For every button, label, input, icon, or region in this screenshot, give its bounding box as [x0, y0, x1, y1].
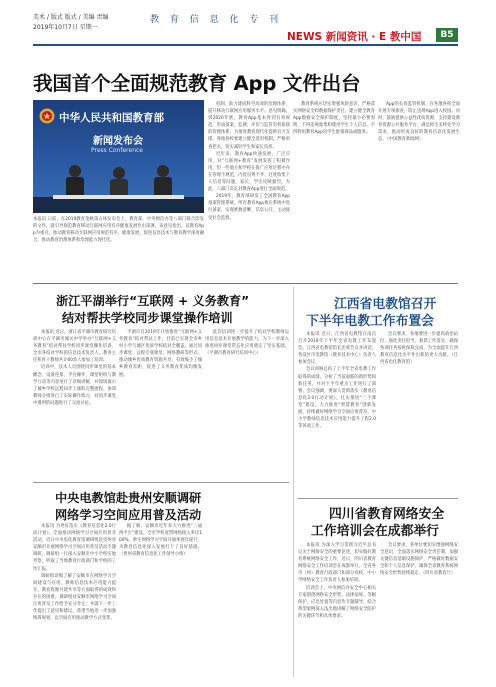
jiangxi-col-2	[380, 331, 458, 494]
sichuan-col-2	[380, 542, 458, 677]
photo-banner-english: Press Conference	[91, 147, 143, 154]
anshun-headline-2: 网络学习空间应用普及活动	[55, 508, 202, 522]
pinghu-paragraph: 此次培训进一步提升了结对学校教师运用信息技术开展教学的能力，为下一步深入推进同步课堂常态化应用奠定了坚实基础。（平湖市教育研究培训中心）	[205, 330, 289, 357]
pinghu-col-1	[33, 329, 116, 478]
column-divider	[293, 287, 294, 677]
pinghu-paragraph: 本报讯 近日，浙江省平湖市教育研究培训中心在平湖市城关中学举办“互联网+义务教育”结对帮扶学校同步课堂操作培训，全市各结对学校的信息技术负责人、教务主任和骨干教师共计60余人参加了培训。	[33, 330, 116, 364]
pinghu-paragraph: 平湖市自2019年开始推进“互联网+义务教育”结对帮扶工作，目前已实现全市乡村小学与城区优质学校结对全覆盖。通过同步课堂、远程专递课堂、网络教研等形式，推动城乡优质教育资源共享，有效缩小了城乡教育差距，促进了义务教育优质均衡发展。	[119, 330, 202, 378]
photo-banner-title: 新闻发布会	[93, 136, 143, 147]
sichuan-col-1	[298, 542, 376, 677]
page-number-badge: B5	[436, 28, 458, 42]
lead-col-2	[208, 101, 290, 277]
issue-date: 2019年10月7日 星期一	[33, 24, 98, 31]
lead-paragraph: 本报讯 日前，在2019教育金秋第五场发布会上，教育部、中央网信办等八部门联合印发的文件，就引导规范教育移动互联网应用有序健康发展作出部署。该意见指出，以教育App为重点，推动教育移动互联网应用规范有序、健康发展，促进信息技术与教育教学深度融合，推动教育治理体系和治理能力现代化。	[33, 217, 204, 244]
lead-paragraph: 机制，助力建成科学高效的治理体系，提升移动互联网应用服务水平。意见明确，到2020年底，教育App基本得到有效规范，形成备案、监测、评价与监管有机衔接的管理体系，为推进教育现代化提供有力支撑。各地各校要建立健全选用机制，严格审查把关，切实减轻学生和家长负担。	[208, 102, 290, 150]
masthead-slogan: 教 育 信 息 化 专 刊	[150, 15, 283, 25]
anshun-col-2	[119, 523, 202, 677]
masthead-info: 美术 / 版式 版式 / 美编 责编	[33, 14, 109, 21]
anshun-col-3	[205, 523, 289, 677]
anshun-paragraph: 调研组详细了解了安顺市在网络学习空间建设与应用、教师信息技术应用能力提升、教育资源共建共享等方面取得的成效和存在的困难。调研组对安顺市网络学习空间应用普及工作给予充分肯定，并就下一步工作提出了意见和建议，希望当地进一步加强统筹规划，以空间应用推动教学方式变革。	[33, 573, 116, 622]
lead-col-3	[293, 101, 375, 277]
jiangxi-headline-2: 下半年电教工作布置会	[306, 314, 434, 329]
jiangxi-paragraph: 本报讯 近日，江西省电教馆在南昌召开2019年下半年全省电教工作布置会。江西省电教馆馆长出席会议并讲话，各设区市电教馆（教育技术中心）负责人参加会议。	[298, 332, 376, 366]
sichuan-headline-1: 四川省教育网络安全	[329, 507, 445, 522]
anshun-paragraph: 本报讯 为更好落实《教育信息化2.0行动计划》，全面推动网络学习空间应用普及活动，近日中央电化教育馆调研组赴贵州省安顺市开展网络学习空间应用普及活动专题调研。调研组一行深入安顺市中小学校实地考察，听取了当地教育行政部门和学校的工作汇报。	[33, 524, 116, 572]
pinghu-col-3	[205, 329, 289, 478]
sichuan-headline-2: 工作培训会在成都举行	[311, 524, 439, 539]
section-rule-2	[33, 482, 289, 483]
lead-paragraph: App的长效监管机制，在各地各校全面开展专项排查，防止违规App进入校园。同时，鼓励提供公益性优质资源，支持建设教育资源公共服务平台，满足师生多样化学习需求，推动形成良好的教育信息化发展生态。（中国教育新闻网）	[378, 102, 460, 143]
anshun-headline-1: 中央电教馆赴贵州安顺调研	[55, 491, 202, 505]
ministry-emblem-icon	[39, 108, 55, 124]
section-rule-1	[33, 283, 458, 284]
lead-headline: 我国首个全面规范教育 App 文件出台	[33, 72, 361, 95]
sichuan-paragraph: 本报讯 为深入学习贯彻习近平总书记关于网络安全的重要论述，切实做好教育系统网络安全工作，近日，四川省教育网络安全工作培训会在成都举行。全省各市（州）教育行政部门和部分高校、中小学网络安全工作负责人参加培训。	[298, 543, 376, 584]
sichuan-paragraph: 培训会上，中央网信办安全中心相关专家围绕网络安全形势、法律法规、等级保护、应急处置等内容作专题辅导，结合典型案例深入浅出地讲解了网络安全防护的关键环节和具体要求。	[298, 585, 376, 619]
jiangxi-col-1	[298, 331, 376, 494]
section-rule-3	[298, 498, 458, 499]
section-title: NEWS 新闻资讯 · E 教中国	[287, 31, 422, 43]
pinghu-headline-1: 浙江平湖举行“互联网 + 义务教育”	[56, 294, 250, 308]
pinghu-paragraph: 培训中，技术人员围绕同步课堂的基本概念、设备连接、平台操作、课堂组织与教学互动等内容进行了详细讲解，并现场演示了城乡学校远程同步上课的完整流程。参训教师分组进行了实际操作练习，对同步课堂中遇到的问题进行了交流讨论。	[33, 365, 116, 406]
jiangxi-headline-1: 江西省电教馆召开	[334, 297, 437, 312]
jiangxi-paragraph: 会议回顾总结了上半年全省电教工作取得的成绩，分析了当前面临的新形势和新任务，并对下半年重点工作进行了部署。会议强调，要深入贯彻落实《教育信息化2.0行动计划》，扎实推进“三个课堂”建设，大力推进“智慧教育”创新发展，持续做好网络学习空间应用普及、中小学教师信息技术应用能力提升工程2.0等各项工作。	[298, 367, 376, 430]
press-conference-photo	[33, 100, 204, 213]
lead-col-4	[378, 101, 460, 277]
lead-paragraph: 教育系统应切实增强风险意识，严格落实网络安全和数据保护责任，建立健全教育App数据安全保护制度，坚持最小必要原则，不得违规收集和使用学生个人信息，不得利用教育App向学生推销商品或服务。	[293, 102, 375, 136]
lead-paragraph: 近年来，教育App快速发展，广泛应用，对“互联网+教育”发展发挥了积极作用，但一些地方和学校在推广应用过程中存在管理不规范、内容良莠不齐、过度收集个人信息等问题，家长、学生反映强烈。为此，八部门决定对教育App进行全面规范。	[208, 151, 290, 193]
masthead-rule	[33, 44, 458, 46]
anshun-col-1	[33, 523, 116, 677]
lead-paragraph: 2019年，教育部研发了全国教育App备案管理系统，所有教育App须在系统中进行备案，实现底数清晰、信息公开，主动接受社会监督。	[208, 194, 290, 221]
speaker-figures-icon	[33, 159, 204, 213]
photo-banner-ministry: 中华人民共和国教育部	[59, 112, 164, 124]
jiangxi-paragraph: 会议要求，各地要进一步提高政治站位，强化责任担当，狠抓工作落实，确保各项任务按时保质完成，为全面提升江西教育信息化水平作出新的更大贡献。（江西省电化教育馆）	[380, 332, 458, 366]
sichuan-paragraph: 会议要求，各单位要切实增强网络安全意识，全面落实网络安全责任制，加强关键信息基础设施保护，严格做好数据安全和个人信息保护，确保全省教育系统网络安全形势持续稳定。（四川省教育厅）	[380, 543, 458, 577]
pinghu-headline-2: 结对帮扶学校同步课堂操作培训	[62, 311, 233, 325]
lead-col-1	[33, 216, 204, 277]
pinghu-col-2	[119, 329, 202, 478]
anshun-paragraph: 据了解，安顺市近年来大力推进“三通两平台”建设，全市学校宽带网络接入率达100%，师生网络学习空间开通率逐年提升，为教育信息化深入发展打下了良好基础。（贵州省教育信息化工作领导小组）	[119, 524, 202, 558]
